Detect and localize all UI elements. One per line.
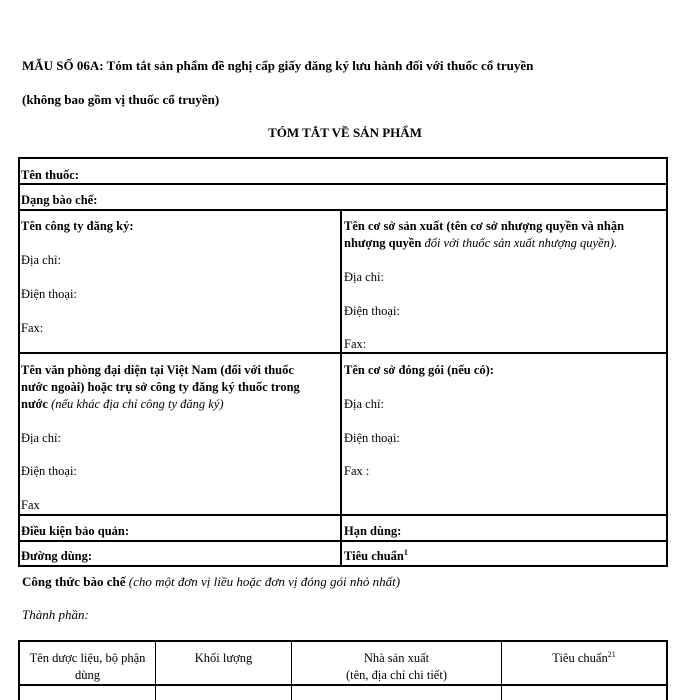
standard-text: Tiêu chuẩn bbox=[344, 549, 404, 563]
formula-heading bbox=[22, 574, 400, 590]
form-title: Tóm tắt sản phẩm đề nghị cấp giấy đăng ký lưu hành đối với thuốc cổ truyền bbox=[103, 58, 534, 73]
registrant-fax-label: Fax: bbox=[21, 321, 44, 335]
registrant-phone-label: Điện thoại: bbox=[21, 287, 77, 301]
formula-note: (cho một đơn vị liều hoặc đơn vị đóng gói nhỏ nhất) bbox=[125, 574, 401, 589]
col-ingredient-line1: Tên dược liệu, bộ phận bbox=[29, 651, 146, 665]
col-standard-footnote: 21 bbox=[607, 649, 616, 659]
rep-office-label-italic: (nếu khác địa chỉ công ty đăng ký) bbox=[51, 397, 224, 411]
rep-office-label-bold: nước bbox=[21, 397, 52, 411]
registrant-address-label: Địa chỉ: bbox=[21, 253, 61, 267]
manufacturer-label-line1: Tên cơ sở sản xuất (tên cơ sở nhượng quyền và nhận bbox=[344, 219, 625, 233]
packager-fax-label: Fax : bbox=[344, 464, 370, 478]
rep-office-address-label: Địa chỉ: bbox=[21, 431, 61, 445]
form-code: MẪU SỐ 06A: bbox=[22, 58, 104, 73]
manufacturer-label-line2 bbox=[344, 235, 617, 252]
manufacturer-label-italic: đối với thuốc sản xuất nhượng quyền). bbox=[424, 236, 618, 250]
manufacturer-address-label: Địa chỉ: bbox=[344, 270, 384, 284]
packager-label: Tên cơ sở đóng gói (nếu có): bbox=[344, 363, 494, 377]
formula-label: Công thức bào chế bbox=[22, 574, 126, 589]
col-weight-header: Khối lượng bbox=[194, 651, 253, 665]
col-standard-header bbox=[502, 650, 666, 667]
dosage-form-label: Dạng bào chế: bbox=[21, 193, 98, 207]
col-ingredient-line2: dùng bbox=[75, 668, 100, 682]
standard-footnote: 1 bbox=[403, 547, 408, 557]
shelf-life-label: Hạn dùng: bbox=[344, 524, 402, 538]
col-manufacturer-line1: Nhà sản xuất bbox=[363, 651, 430, 665]
route-label: Đường dùng: bbox=[21, 549, 93, 563]
col-manufacturer-header bbox=[292, 650, 501, 684]
rep-office-phone-label: Điện thoại: bbox=[21, 464, 77, 478]
col-standard-text: Tiêu chuẩn bbox=[552, 651, 608, 665]
manufacturer-label-bold: nhượng quyền bbox=[344, 236, 425, 250]
rep-office-label-line2: nước ngoài) hoặc trụ sở công ty đăng ký thuốc trong bbox=[21, 380, 300, 394]
packager-address-label: Địa chỉ: bbox=[344, 397, 384, 411]
col-manufacturer-line2: (tên, địa chỉ chi tiết) bbox=[345, 668, 447, 682]
drug-name-label: Tên thuốc: bbox=[21, 168, 79, 182]
manufacturer-phone-label: Điện thoại: bbox=[344, 304, 400, 318]
form-heading bbox=[22, 58, 533, 74]
storage-conditions-label: Điều kiện bảo quản: bbox=[21, 524, 130, 538]
standard-label bbox=[344, 548, 408, 565]
main-title: TÓM TẮT VỀ SẢN PHẨM bbox=[268, 125, 422, 140]
rep-office-label-line3 bbox=[21, 396, 224, 413]
rep-office-fax-label: Fax bbox=[21, 498, 40, 512]
manufacturer-fax-label: Fax: bbox=[344, 337, 367, 351]
packager-phone-label: Điện thoại: bbox=[344, 431, 400, 445]
registrant-company-label: Tên công ty đăng ký: bbox=[21, 219, 134, 233]
rep-office-label-line1: Tên văn phòng đại diện tại Việt Nam (đối với thuốc bbox=[21, 363, 294, 377]
form-subtitle: (không bao gồm vị thuốc cổ truyền) bbox=[22, 92, 220, 107]
ingredients-label: Thành phần: bbox=[22, 607, 89, 622]
col-ingredient-header bbox=[20, 650, 155, 684]
